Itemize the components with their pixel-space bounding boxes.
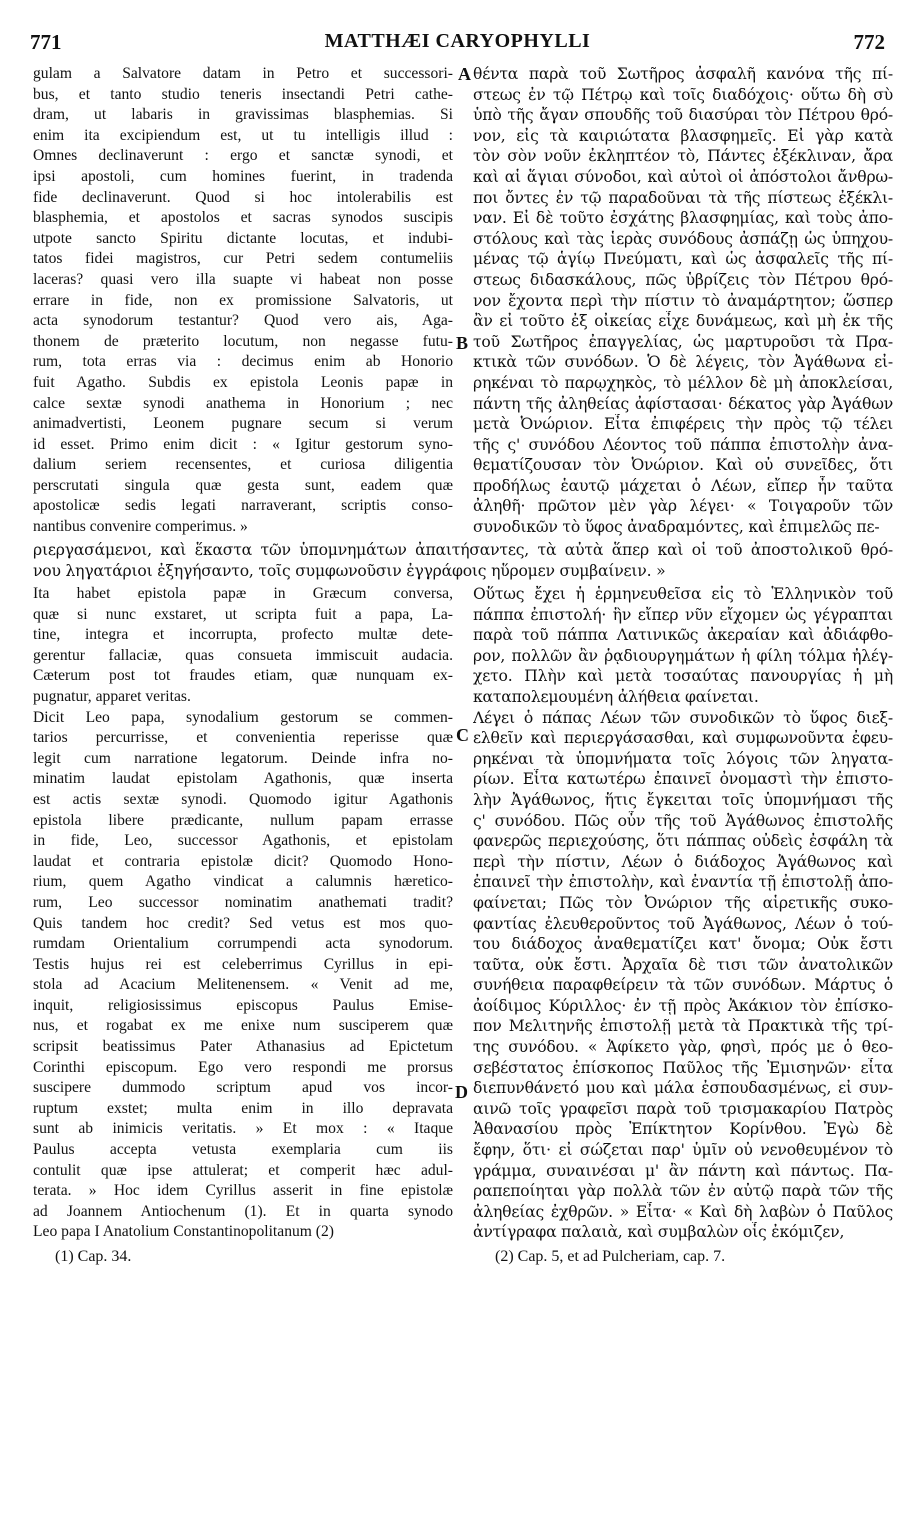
running-title: MATTHÆI CARYOPHYLLI <box>324 30 591 52</box>
text-line: Ita habet epistola papæ in Græcum conversa, <box>33 585 453 602</box>
text-line: στόλους καὶ τὰς ἱερὰς συνόδους ἀσπάζῃ ὡς ὑπηχου- <box>473 229 893 248</box>
text-line: ἐπαινεῖ τὴν ἐπιστολὴν, καὶ ἐναντία τῇ ἐπιστολῇ ἀπο- <box>473 873 893 892</box>
text-line: παρὰ τοῦ πάππα Λατινικῶς ἀκεραίαν καὶ ἀδιάφθο- <box>473 626 893 645</box>
text-line: gulam a Salvatore datam in Petro et successori- <box>33 65 453 82</box>
text-line: συνήθεια παραφθείρειν τὰ τῶν συνόδων. Μάρτυς ὁ <box>473 976 893 995</box>
text-line: minatim laudat epistolam Agathonis, quæ inserta <box>33 770 453 788</box>
text-line: στεως ἐν τῷ Πέτρῳ καὶ τοῖς διαδόχοις· οὕτω δὴ σὺ <box>473 85 893 104</box>
text-line: rumdam Orientalium corrumpendi acta synodorum. <box>33 935 453 953</box>
text-line: inquit, religiosissimus episcopus Paulus Emise- <box>33 996 453 1014</box>
text-line: utpote sancto Spiritu dictante locutas, et indubi- <box>33 229 453 247</box>
text-line: blasphemia, et apostolos et sacras synodos suscipis <box>33 209 453 227</box>
text-line: λὴν Ἀγάθωνος, ἥτις ἔγκειται τοῖς ὑπομνήμασι τῆς <box>473 790 893 809</box>
text-line: ἀληθῆ· πρῶτον μὲν γὰρ λέγει· « Τοιγαροῦν τῶν <box>473 497 893 516</box>
section-marker-d: D <box>455 1082 468 1102</box>
page-number-right: 772 <box>853 30 885 54</box>
text-line: Quis tandem hoc credit? Sed vetus est mos quo- <box>33 914 453 932</box>
text-line: στεως διδασκάλους, πῶς ὑβρίζεις τὸν Πέτρου θρό- <box>473 270 893 289</box>
text-line: ἀντίγραφα παλαιὰ, καὶ συμβαλὼν οἷς ἐκόμιζεν, <box>473 1223 845 1242</box>
footnote-right: (2) Cap. 5, et ad Pulcheriam, cap. 7. <box>495 1248 726 1265</box>
text-line: τῆς ς' συνόδου Λέοντος τοῦ πάππα ἐπιστολὴν ἀνα- <box>473 435 893 454</box>
text-line: ς' συνόδου. Πῶς οὖν τῆς τοῦ Ἀγάθωνος ἐπιστολῆς <box>473 811 893 830</box>
text-line: fide declinaverunt. Quod si hoc intolerabilis est <box>33 188 453 206</box>
text-line: τὸν σὸν νοῦν ἐκληπτέον τὸ, Πάντες ἐξέκλιναν, ἄρα <box>473 147 893 166</box>
text-line: φαντίας ἐλευθεροῦντος τοῦ Ἀγάθωνος, Λέων ὁ τού- <box>473 914 893 933</box>
text-line: calce sextæ synodi anathema in Honorium ; nec <box>33 394 453 412</box>
page-header <box>30 30 885 60</box>
text-line: pugnatur, apparet veritas. <box>33 687 191 705</box>
text-line: ταῦτα, οὐκ ἔστι. Ἀρχαῖα δὲ τισι τῶν ἀνατολικῶν <box>473 955 893 974</box>
text-line: suscipere dummodo scriptum apud vos incor- <box>33 1079 453 1097</box>
section-marker-a: A <box>458 64 471 84</box>
text-line: περὶ τὴν πίστιν, Λέων ὁ διάδοχος Ἀγάθωνος καὶ <box>473 852 893 871</box>
latin-column-bottom <box>33 584 453 1243</box>
text-line: πάντη τῆς ἀληθείας ἀφίστασαι· δέκατος γὰρ Ἀγάθων <box>473 394 893 413</box>
text-line: σεβέστατος ἐπίσκοπος Παῦλος τῆς Ἐμισηνῶν· εἶτα <box>473 1058 893 1077</box>
text-line: Οὕτως ἔχει ἡ ἑρμηνευθεῖσα εἰς τὸ Ἑλληνικὸν τοῦ <box>473 585 893 603</box>
text-line: sunt ab inimicis veritatis. » Et mox : « Itaque <box>33 1120 453 1138</box>
text-line: ἀληθείας ἐχθρῶν. » Εἶτα· « Καὶ δὴ λαβὼν ὁ Παῦλος <box>473 1202 893 1221</box>
text-line: perscrutati singula quæ gesta sunt, eadem quæ <box>33 476 453 494</box>
text-line: ad Joannem Antiochenum (1). Et in quarta synodo <box>33 1202 453 1220</box>
text-line: φανερῶς περιεχούσης, ὅτι πάππας οὐδεὶς ἐσφάλη τὰ <box>473 832 893 851</box>
text-line: καὶ αἱ ἅγιαι σύνοδοι, καὶ αὐτοὶ οἱ ἀπόστολοι ἄνθρω- <box>473 167 893 186</box>
text-line: ἔφην, ὅτι· εἰ σώζεται παρ' ὑμῖν οὐ νενοθευμένον τὸ <box>473 1141 893 1160</box>
text-line: μετὰ Ὀνώριον. Εἶτα ἐπιφέρεις τὴν πρὸς τῷ τέλει <box>473 415 893 434</box>
text-line: θεματίζουσαν τὸν Ὀνώριον. Καὶ οὐ συνεῖδες, ὅτι <box>473 456 893 475</box>
text-line: animadvertisti, Leonem pugnare secum si verum <box>33 415 453 433</box>
text-line: Omnes declinaverunt : ergo et sanctæ synodi, et <box>33 147 453 165</box>
text-line: acta synodorum testantur? Quod vero ais, Aga- <box>33 312 453 330</box>
text-line: contulit quæ ipse attulerat; et comperit hæc adul- <box>33 1161 453 1179</box>
text-line: ruptum exstet; multa enim in illo depravata <box>33 1099 453 1117</box>
text-line: quæ si nunc exstaret, ut scripta fuit a papa, La- <box>33 605 453 623</box>
text-line: dalium seriem recensentes, et curiosa diligentia <box>33 456 453 474</box>
text-line: Ἀθανασίου πρὸς Ἐπίκτητον Κορίνθου. Ἐγὼ δὲ <box>473 1120 893 1139</box>
text-line: laudat et contraria epistolæ dicit? Quomodo Hono- <box>33 852 453 870</box>
text-line: ρίων. Εἶτα κατωτέρω ἐπαινεῖ ὀνομαστὶ τὴν ἐπιστο- <box>473 770 893 789</box>
text-line: gerentur fallaciæ, quas consueta immiscuit audacia. <box>33 646 453 664</box>
text-line: tine, integra et incorrupta, profecto multæ dete- <box>33 626 453 644</box>
text-line: προδήλως ἑαυτῷ μάχεται ὁ Λέων, εἴπερ ἦν ταῦτα <box>473 476 893 495</box>
text-line: διεπυνθάνετό μου καὶ μάλα ἐσπουδασμένως, εἰ συν- <box>473 1079 893 1098</box>
text-line: φαίνεται; Πῶς τὸν Ὀνώριον τῆς αἱρετικῆς συκο- <box>473 893 893 912</box>
text-line: enim ita excipiendum est, ut tu intelligis illud : <box>33 126 453 144</box>
text-line: ριεργασάμενοι, καὶ ἕκαστα τῶν ὑπομνημάτων ἀπαιτήσαντες, τὰ αὐτὰ ἅπερ καὶ οἱ τοῦ ἀποστολικοῦ θρό- <box>33 541 893 559</box>
text-line: αινῶ τοῖς γραφεῖσι παρὰ τοῦ τρισμακαρίου Πατρὸς <box>473 1099 893 1118</box>
text-line: ραπεποίηται γὰρ πολλὰ τῶν ἐν αὐτῷ παρὰ τῶν τῆς <box>473 1182 893 1201</box>
text-line: θέντα παρὰ τοῦ Σωτῆρος ἀσφαλῆ κανόνα τῆς πί- <box>473 65 893 83</box>
text-line: rium, quem Agatho vindicat a calumnis hæretico- <box>33 873 453 891</box>
text-line: Leo papa I Anatolium Constantinopolitanum (2) <box>33 1223 334 1241</box>
text-line: scripsit beatissimus Pater Athanasius ad Epictetum <box>33 1038 453 1056</box>
text-line: terata. » Hoc idem Cyrillus asserit in fine epistolæ <box>33 1182 453 1200</box>
text-line: bus, et tanto studio teneris insectandi Petri cathe- <box>33 85 453 103</box>
text-line: fuit Agatho. Subdis ex epistola Leonis papæ in <box>33 373 453 391</box>
text-line: συνοδικῶν τὸ ὕφος ἀναδραμόντες, καὶ ἐπιμελῶς πε- <box>473 518 880 537</box>
text-line: νου ληγατάριοι ἐξηγήσαντο, τοῖς συμφωνοῦσιν ἐγγράφοις ηὕρομεν συμβαίνειν. » <box>33 561 666 580</box>
text-line: tarios percurrisse, et convenientia reperisse quæ <box>33 729 453 747</box>
text-line: legit cum narratione legatorum. Deinde infra no- <box>33 749 453 767</box>
text-line: in fide, Leo, successor Agathonis, et epistolam <box>33 832 453 850</box>
text-line: id esset. Primo enim dicit : « Igitur gestorum syno- <box>33 435 453 453</box>
text-line: apostolicæ sedis legati narraverant, scriptis conso- <box>33 497 453 515</box>
text-line: της συνόδου. « Ἀφίκετο γὰρ, φησὶ, πρός με ὁ θεο- <box>473 1038 893 1057</box>
text-line: ρηκέναι τὰ ὑπομνήματα τοῖς λόγοις τῶν ληγατα- <box>473 749 893 768</box>
text-line: ipsi apostoli, cum homines fuerint, in tradenda <box>33 167 453 185</box>
section-marker-b: B <box>456 333 469 353</box>
text-line: rum, tota erras via : decimus enim ab Honorio <box>33 353 453 371</box>
text-line: ρον, πολλῶν ἂν ῥᾳδιουργημάτων ἡ φίλη τόλμα ἠλέγ- <box>473 646 893 665</box>
text-line: ὑπὸ τῆς ἄγαν σπουδῆς τοῦ διασύραι τὸν Πέτρου θρό- <box>473 106 893 125</box>
text-line: ρηκέναι τὸ παρῳχηκὸς, τὸ μέλλον δὲ μὴ ἀποκλείσαι, <box>473 373 893 392</box>
text-line: γράμμα, συναινέσαι μ' ἂν πάντη καὶ πάντως. Πα- <box>473 1161 893 1180</box>
text-line: τοῦ Σωτῆρος ἐπαγγελίας, ὡς μαρτυροῦσι τὰ Πρα- <box>473 332 893 351</box>
text-line: nantibus convenire comperimus. » <box>33 518 248 536</box>
greek-bridge-text <box>33 540 893 581</box>
text-line: μένας τῷ ἁγίῳ Πνεύματι, καὶ ὡς ἀσφαλεῖς τῆς πί- <box>473 250 893 269</box>
text-line: thonem de præterito locutum, non negasse futu- <box>33 332 453 350</box>
text-line: κτικὰ τῶν συνόδων. Ὁ δὲ λέγεις, τὸν Ἀγάθωνα εἰ- <box>473 353 893 372</box>
section-marker-c: C <box>456 725 469 745</box>
text-line: Paulus accepta vetusta exemplaria cum iis <box>33 1141 453 1159</box>
text-line: Corinthi episcopum. Ego vero respondi me prorsus <box>33 1058 453 1076</box>
text-line: ποι ὄντες ἐν τῷ παραδοῦναι τὰ τῆς πίστεως ἐξέκλι- <box>473 188 893 207</box>
text-line: χετο. Πλὴν καὶ μετὰ τοσαύτας πανουργίας ἡ μὴ <box>473 667 893 686</box>
page-number-left: 771 <box>30 30 62 54</box>
text-line: Cæterum post tot fraudes etiam, quæ nunquam ex- <box>33 667 453 685</box>
text-line: πον Μελιτηνῆς ἐπιστολῇ μετὰ τὰ Πρακτικὰ τῆς τρί- <box>473 1017 893 1036</box>
text-line: νον ἔχοντα περὶ τὴν πίστιν τὸ ἀναμάρτητον; ὥσπερ <box>473 291 893 310</box>
text-line: tatos fidei magistros, cur Petri sedem contumeliis <box>33 250 453 268</box>
text-line: Testis hujus rei est celeberrimus Cyrillus in epi- <box>33 955 453 973</box>
text-line: nus, et rogabat ex me enixe num susciperem quæ <box>33 1017 453 1035</box>
text-line: ἀοίδιμος Κύριλλος· ἐν τῇ πρὸς Ἀκάκιον τὸν ἐπίσκο- <box>473 996 893 1015</box>
text-line: του διάδοχος ἀναθεματίζει κατ' ὄνομα; Οὐκ ἔστι <box>473 935 893 954</box>
text-line: ἂν εἰ τοῦτο ἐξ οἰκείας εἶχε δυνάμεως, καὶ μὴ ἐκ τῆς <box>473 312 893 331</box>
text-line: ναν. Εἰ δὲ τοῦτο ἐσχάτης βλασφημίας, καὶ τοὺς ἀπο- <box>473 209 893 228</box>
text-line: καταπολεμουμένη ἀλήθεια φαίνεται. <box>473 687 759 706</box>
text-line: laceras? quasi vero illa suapte vi habeat non posse <box>33 270 453 288</box>
text-line: νον, εἰς τὰ καιριώτατα βλασφημεῖς. Εἰ γὰρ κατὰ <box>473 126 893 145</box>
text-line: stola ad Acacium Melitenensem. « Venit ad me, <box>33 976 453 994</box>
latin-column-top <box>33 64 453 538</box>
greek-column-bottom <box>473 584 893 1243</box>
greek-column-top <box>473 64 893 538</box>
text-line: Dicit Leo papa, synodalium gestorum se commen- <box>33 708 453 726</box>
text-line: rum, Leo successor nominatim anathemati tradit? <box>33 893 453 911</box>
text-line: est actis sextæ synodi. Quomodo igitur Agathonis <box>33 790 453 808</box>
text-line: Λέγει ὁ πάπας Λέων τῶν συνοδικῶν τὸ ὕφος διεξ- <box>473 708 893 727</box>
text-line: πάππα ἐπιστολή· ἣν εἴπερ νῦν εἴχομεν ὡς γέγραπται <box>473 605 893 624</box>
text-line: errare in fide, non ex promissione Salvatoris, ut <box>33 291 453 309</box>
text-line: ελθεῖν καὶ περιεργάσασθαι, καὶ συμφωνοῦντα ἐφευ- <box>473 729 893 748</box>
text-line: epistola libere prædicante, nullum papam errasse <box>33 811 453 829</box>
footnote-left: (1) Cap. 34. <box>55 1248 132 1265</box>
text-line: dram, ut labaris in gravissimas blasphemias. Si <box>33 106 453 124</box>
